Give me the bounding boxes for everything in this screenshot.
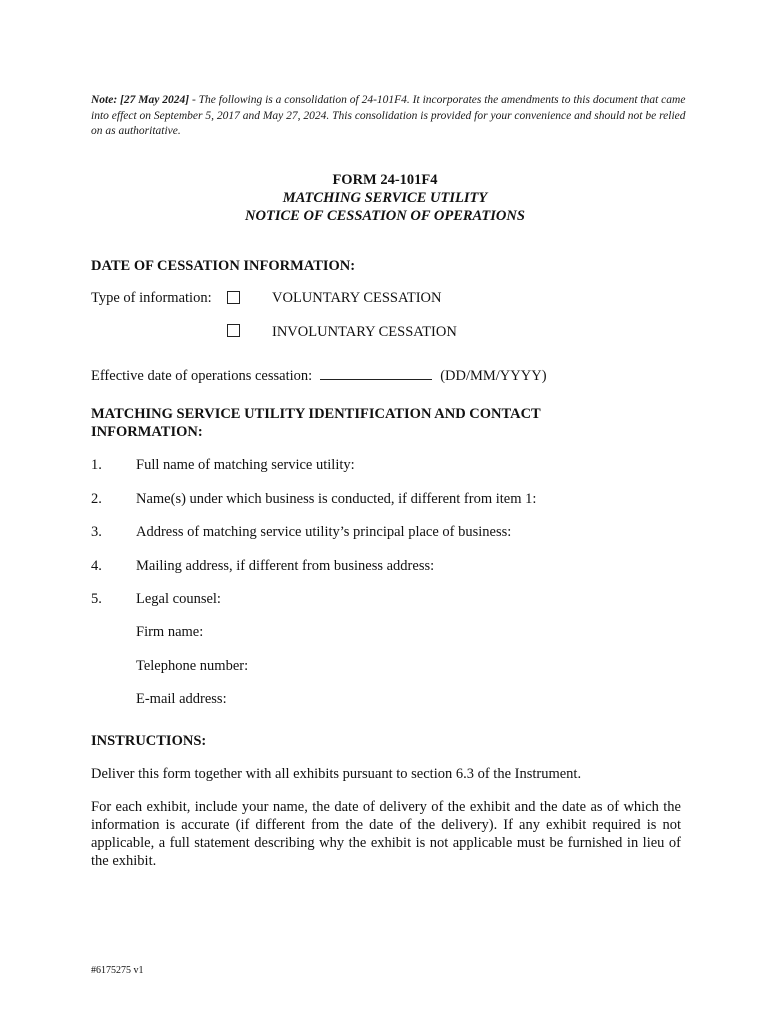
item-label: Full name of matching service utility: [136, 457, 355, 473]
item-number: 4. [91, 558, 102, 574]
instructions-paragraph: For each exhibit, include your name, the date of delivery of the exhibit and the date as of which the information is accurate (if different from the date of the delivery). If any exhibit required is not applicable, a full statement describing why the exhibit is not applicable must be furnished in lieu of the exhibit. [91, 799, 681, 869]
form-title: MATCHING SERVICE UTILITY [282, 190, 488, 206]
item-number: 1. [91, 457, 102, 473]
date-format-hint: (DD/MM/YYYY) [440, 368, 547, 384]
note-date: Note: [27 May 2024] [91, 94, 190, 106]
item-label: Legal counsel: [136, 591, 221, 607]
cessation-section-title: DATE OF CESSATION INFORMATION: [91, 258, 356, 274]
instructions-title: INSTRUCTIONS: [91, 733, 207, 749]
note-text: - The following is a consolidation of 24-101F4. It incorporates the amendments to this document that came into effect on September 5, 2017 and May 27, 2024. This consolidation is provided for your convenience and should not be relied on as authoritative. [91, 94, 686, 137]
firm-name-label: Firm name: [136, 624, 204, 640]
item-number: 3. [91, 524, 102, 540]
effective-date-field[interactable] [320, 365, 432, 380]
consolidation-note [91, 93, 691, 140]
item-number: 2. [91, 491, 102, 507]
document-id: #6175275 v1 [91, 965, 144, 976]
item-label: Address of matching service utility’s principal place of business: [136, 524, 512, 540]
effective-date-row [91, 365, 547, 385]
instructions-paragraph: Deliver this form together with all exhibits pursuant to section 6.3 of the Instrument. [91, 766, 582, 782]
effective-date-label: Effective date of operations cessation: [91, 368, 313, 384]
telephone-label: Telephone number: [136, 658, 249, 674]
voluntary-label: VOLUNTARY CESSATION [272, 290, 442, 306]
item-label: Name(s) under which business is conducted, if different from item 1: [136, 491, 537, 507]
voluntary-checkbox[interactable] [227, 291, 240, 304]
item-number: 5. [91, 591, 102, 607]
item-label: Mailing address, if different from business address: [136, 558, 435, 574]
form-subtitle: NOTICE OF CESSATION OF OPERATIONS [245, 208, 525, 224]
type-label: Type of information: [91, 290, 212, 306]
identification-section-title: MATCHING SERVICE UTILITY IDENTIFICATION AND CONTACT INFORMATION: [91, 406, 541, 440]
involuntary-label: INVOLUNTARY CESSATION [272, 324, 457, 340]
involuntary-checkbox[interactable] [227, 324, 240, 337]
email-label: E-mail address: [136, 691, 227, 707]
form-number: FORM 24-101F4 [332, 172, 438, 188]
